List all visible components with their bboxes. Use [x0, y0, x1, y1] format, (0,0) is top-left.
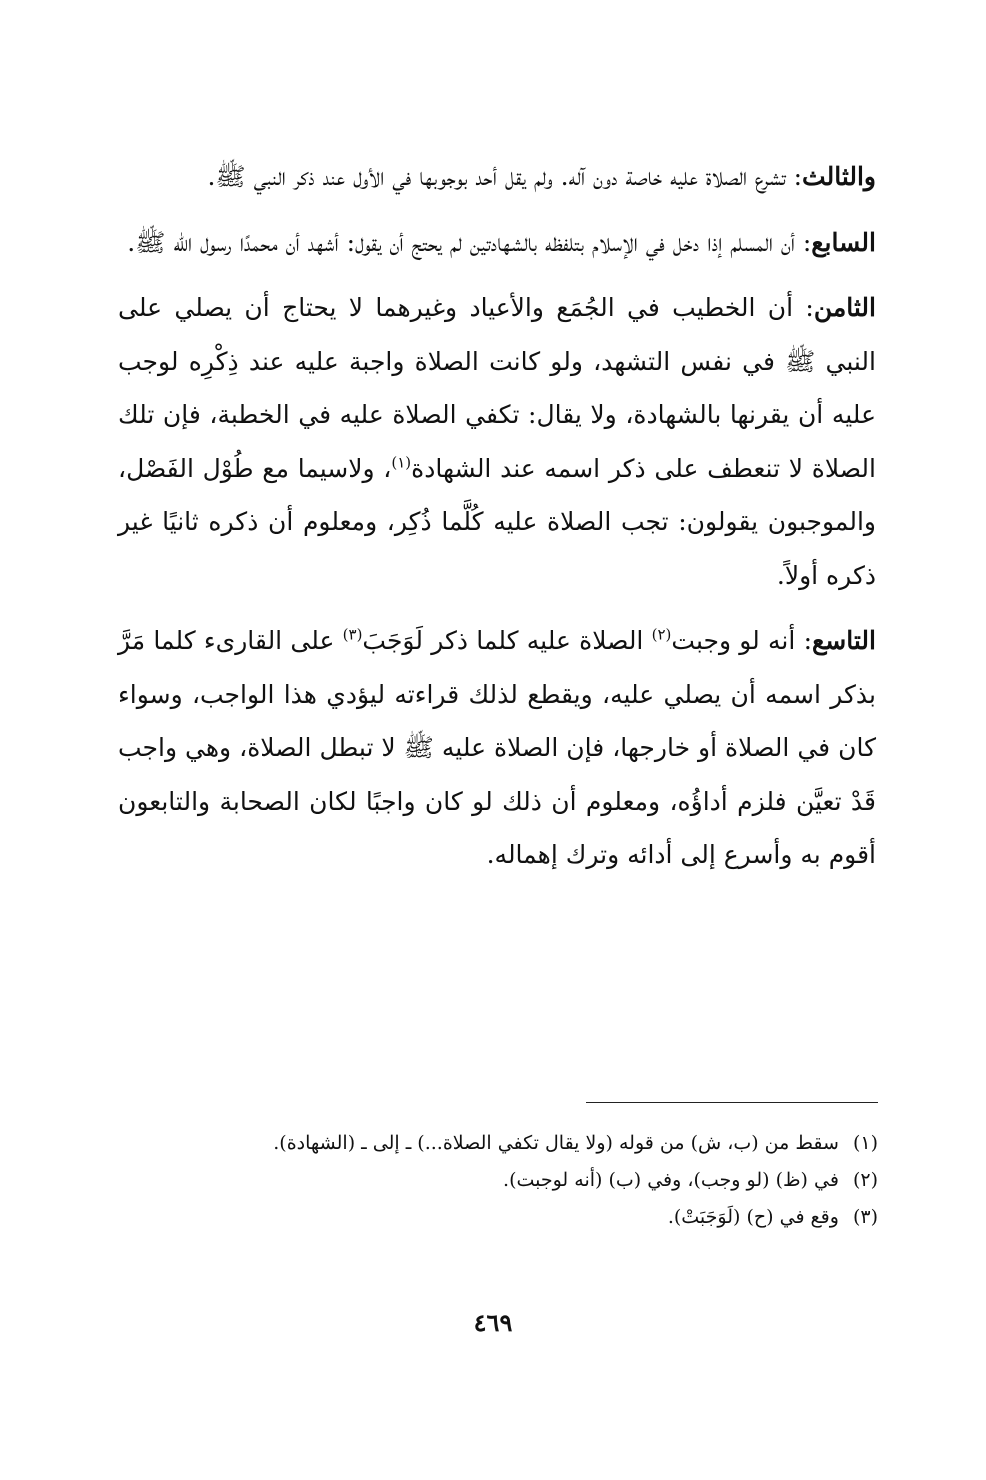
footnotes: [108, 1125, 878, 1236]
paragraph-third: [118, 150, 876, 204]
footnote-reference[interactable]: (١): [391, 453, 412, 472]
paragraph-ninth: [118, 614, 876, 882]
paragraph-text: : أن الخطيب في الجُمَع والأعياد وغيرهما لا يحتاج أن يصلي على النبي ﷺ في نفس التشهد، ولو كانت الصلاة واجبة عليه عند ذِكْرِه لوجب عليه أن يقرنها بالشهادة، ولا يقال: تكفي الصلاة عليه في الخطبة، فإن تلك الصلاة لا تنعطف على ذكر اسمه عند الشهادة: [118, 293, 876, 483]
footnote-item: [108, 1125, 878, 1162]
paragraph-eighth: [118, 281, 876, 602]
footnote-number: (١): [852, 1132, 878, 1154]
paragraph-text: ، ولاسيما مع طُوْل الفَصْل، والموجبون يقولون: تجب الصلاة عليه كُلَّما ذُكِر، ومعلوم أن ذكره ثانيًا غير ذكره أولاً.: [118, 453, 876, 590]
footnote-number: (٣): [852, 1206, 878, 1228]
paragraph-text: الصلاة عليه كلما ذكر لَوَجَبَ: [362, 626, 652, 655]
main-text: [118, 150, 876, 894]
paragraph-seventh: [118, 216, 876, 270]
paragraph-text: على القارىء كلما مَرَّ بذكر اسمه أن يصلي عليه، ويقطع لذلك قراءته ليؤدي هذا الواجب، وسواء كان في الصلاة أو خارجها، فإن الصلاة عليه ﷺ لا تبطل الصلاة، وهي واجب قَدْ تعيَّن فلزم أداؤُه، ومعلوم أن ذلك لو كان واجبًا لكان الصحابة والتابعون أقوم به وأسرع إلى أدائه وترك إهماله.: [118, 626, 876, 869]
footnote-reference[interactable]: (٢): [651, 625, 672, 644]
paragraph-text: : أن المسلم إذا دخل في الإسلام بتلفظه بالشهادتين لم يحتج أن يقول: أشهد أن محمدًا رسول الله ﷺ.: [127, 227, 812, 257]
footnote-reference[interactable]: (٣): [342, 625, 363, 644]
footnote-text: سقط من (ب، ش) من قوله (ولا يقال تكفي الصلاة...) ـ إلى ـ (الشهادة).: [273, 1132, 839, 1154]
page-number: ٤٦٩: [473, 1308, 513, 1337]
paragraph-heading: الثامن: [813, 293, 876, 322]
paragraph-heading: التاسع: [812, 626, 876, 655]
footnote-item: [108, 1162, 878, 1199]
footnote-text: في (ظ) (لو وجب)، وفي (ب) (أنه لوجبت).: [503, 1169, 839, 1191]
paragraph-text: : تشرع الصلاة عليه خاصة دون آله. ولم يقل أحد بوجوبها في الأول عند ذكر النبي ﷺ.: [207, 162, 803, 191]
paragraph-heading: والثالث: [802, 162, 876, 191]
paragraph-text: : أنه لو وجبت: [671, 626, 812, 655]
footnote-number: (٢): [852, 1169, 878, 1191]
paragraph-heading: السابع: [811, 227, 876, 257]
footnote-divider: [586, 1102, 878, 1103]
footnote-item: [108, 1199, 878, 1236]
footnote-text: وقع في (ح) (لَوَجَبَتْ).: [667, 1206, 839, 1228]
